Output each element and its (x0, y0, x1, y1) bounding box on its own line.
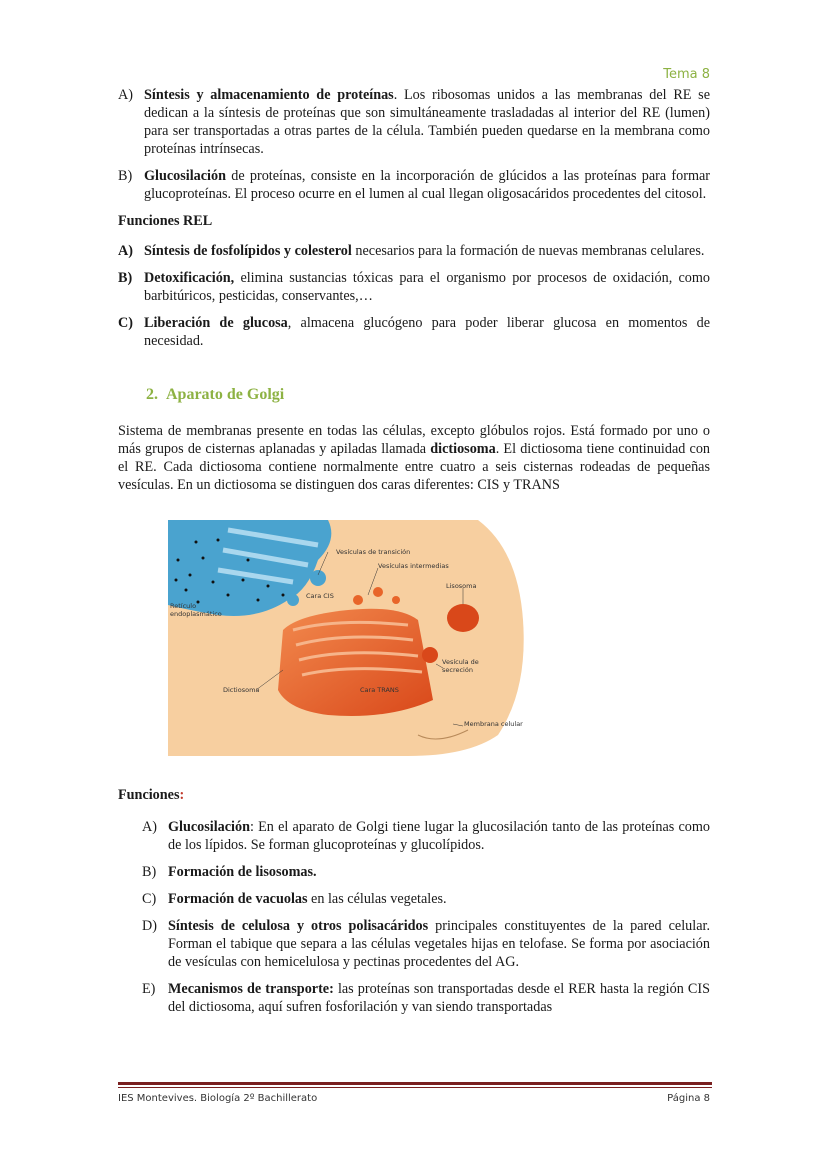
functions-heading: Funciones: (118, 787, 185, 803)
dictyosome (278, 609, 433, 716)
label-secretion-vesicle: Vesícula de secreción (442, 658, 479, 674)
list-item: E) Mecanismos de transporte: las proteínas son transportadas desde el RER hasta la región CIS del dictiosoma, aquí sufren fosforilación y van siendo transportadas (142, 981, 710, 1015)
chapter-label: Tema 8 (663, 67, 710, 82)
list-item: B) Detoxificación, elimina sustancias tóxicas para el organismo por procesos de oxidación, como barbitúricos, pesticidas, conservantes,… (118, 270, 710, 304)
list-item: C) Liberación de glucosa, almacena glucógeno para poder liberar glucosa en momentos de necesidad. (118, 315, 710, 349)
label-cis-face: Cara CIS (306, 592, 334, 600)
transition-vesicle (287, 594, 299, 606)
label-trans-face: Cara TRANS (360, 686, 399, 694)
section-title: 2. Aparato de Golgi (146, 386, 285, 403)
footer-rule (118, 1082, 712, 1085)
transition-vesicle (310, 570, 326, 586)
rel-heading: Funciones REL (118, 213, 213, 229)
list-item: A) Glucosilación: En el aparato de Golgi tiene lugar la glucosilación tanto de las proteínas como de los lípidos. Se forman glucoproteínas y glucolípidos. (142, 819, 710, 853)
label-cell-membrane: Membrana celular (464, 720, 523, 728)
label-intermediate-vesicles: Vesículas intermedias (378, 562, 449, 570)
list-item: A) Síntesis de fosfolípidos y colesterol necesarios para la formación de nuevas membranas celulares. (118, 243, 705, 259)
list-item: D) Síntesis de celulosa y otros polisacáridos principales constituyentes de la pared celular. Forman el tabique que separa a las células vegetales hijas en telofase. Se forma por asociación de vesículas con hemicelulosa y pectinas procedentes del AG. (142, 918, 710, 970)
list-item: B) Formación de lisosomas. (142, 864, 317, 880)
label-endoplasmic-reticulum: Retículo endoplasmático (170, 602, 222, 618)
label-dictyosome: Dictiosoma (223, 686, 260, 694)
secretion-vesicle (422, 647, 438, 663)
footer-rule (118, 1087, 712, 1088)
footer-school: IES Montevives. Biología 2º Bachillerato (118, 1093, 318, 1104)
page-content (118, 86, 710, 1025)
golgi-diagram (168, 520, 528, 756)
lysosome (447, 604, 479, 632)
intro-paragraph: Sistema de membranas presente en todas las células, excepto glóbulos rojos. Está formado por uno o más grupos de cisternas aplanadas y apiladas llamada dictiosoma. El dictiosoma tiene continuidad con el RE. Cada dictiosoma contiene normalmente entre cuatro a seis cisternas rodeadas de pequeñas vesículas. En un dictiosoma se distinguen dos caras diferentes: CIS y TRANS (118, 423, 711, 493)
label-lysosome: Lisosoma (446, 582, 477, 590)
list-item: A) Síntesis y almacenamiento de proteínas. Los ribosomas unidos a las membranas del RE se dedican a la síntesis de proteínas que son simultáneamente trasladadas al interior del RE (lumen) para ser transportadas a otras partes de la célula. También pueden quedarse en la membrana como proteínas intrínsecas. (118, 87, 710, 157)
list-item: B) Glucosilación de proteínas, consiste en la incorporación de glúcidos a las proteínas para formar glucoproteínas. El proceso ocurre en el lumen al cual llegan oligosacáridos procedentes del citosol. (118, 168, 710, 202)
label-transition-vesicles: Vesículas de transición (336, 548, 411, 556)
page-number: Página 8 (667, 1093, 710, 1104)
list-item: C) Formación de vacuolas en las células vegetales. (142, 891, 447, 907)
